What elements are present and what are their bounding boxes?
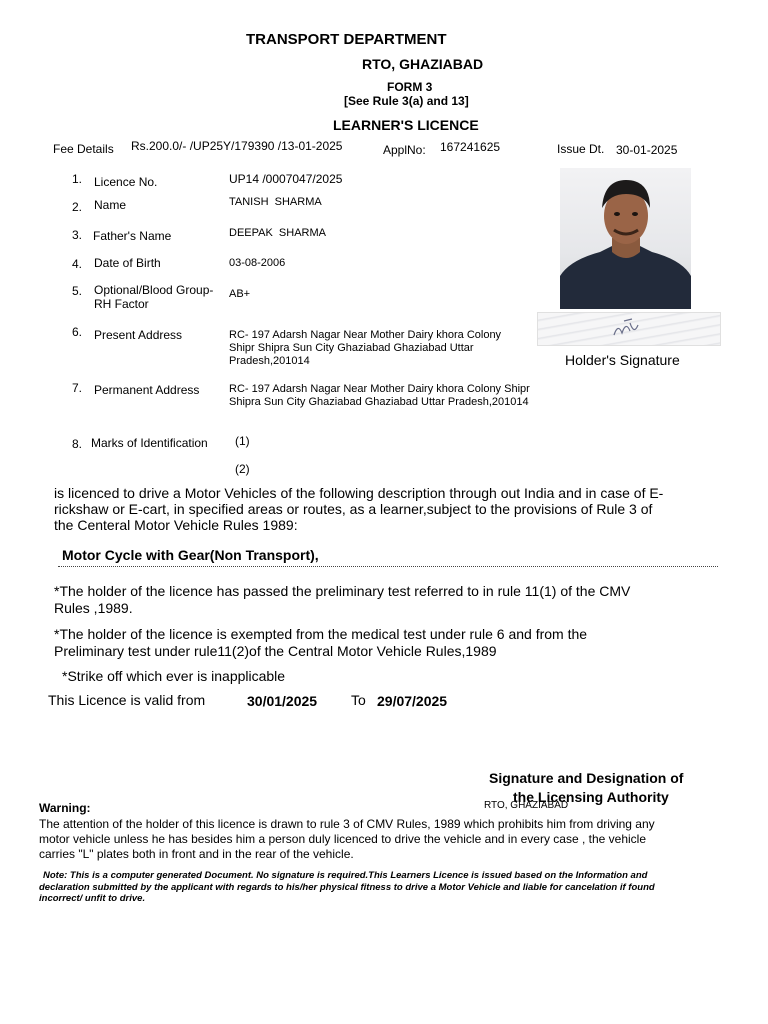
licence-description-line: rickshaw or E-cart, in specified areas or routes, as a learner,subject to the provisions of Rule 3 of <box>54 501 653 517</box>
marks-label: Marks of Identification <box>91 436 208 450</box>
field-number: 3. <box>72 228 83 242</box>
fathers-name-label: Father's Name <box>93 229 172 243</box>
present-address-line: Shipr Shipra Sun City Ghaziabad Ghaziabad Uttar <box>229 342 474 354</box>
licence-no-label: Licence No. <box>94 175 158 189</box>
field-number: 4. <box>72 257 83 271</box>
preliminary-test-line: Rules ,1989. <box>54 600 133 616</box>
dob-label: Date of Birth <box>94 256 161 270</box>
marks-value: (1) <box>235 434 250 448</box>
rh-factor-label: RH Factor <box>94 297 149 311</box>
exemption-line: *The holder of the licence is exempted from the medical test under rule 6 and from the <box>54 626 588 642</box>
warning-line: carries "L" plates both in front and in the rear of the vehicle. <box>39 847 354 861</box>
warning-line: The attention of the holder of this licence is drawn to rule 3 of CMV Rules, 1989 which prohibits him from driving any <box>39 817 655 831</box>
licence-description-line: is licenced to drive a Motor Vehicles of the following description through out India and in case of E- <box>54 485 664 501</box>
licence-no-value: UP14 /0007047/2025 <box>229 172 343 186</box>
present-address-line: Pradesh,201014 <box>229 355 310 367</box>
field-number: 5. <box>72 284 83 298</box>
permanent-address-label: Permanent Address <box>94 383 200 397</box>
field-number: 8. <box>72 437 83 451</box>
warning-title: Warning: <box>39 801 91 815</box>
present-address-line: RC- 197 Adarsh Nagar Near Mother Dairy khora Colony <box>229 329 502 341</box>
vehicle-class-divider <box>58 566 718 567</box>
holder-signature-image <box>537 312 721 346</box>
fathers-name-value: DEEPAK SHARMA <box>229 227 326 239</box>
preliminary-test-line: *The holder of the licence has passed the preliminary test referred to in rule 11(1) of the CMV <box>54 583 631 599</box>
fee-value: Rs.200.0/- /UP25Y/179390 /13-01-2025 <box>131 139 343 153</box>
dob-value: 03-08-2006 <box>229 257 286 269</box>
department-title: TRANSPORT DEPARTMENT <box>246 31 447 48</box>
fee-label: Fee Details <box>53 142 114 156</box>
note-line: Note: This is a computer generated Document. No signature is required.This Learners Licence is issued based on the Information and <box>43 870 648 881</box>
note-line: incorrect/ unfit to drive. <box>39 893 146 904</box>
valid-to-label: To <box>351 692 366 708</box>
note-line: declaration submitted by the applicant with regards to his/her physical fitness to drive a Motor Vehicle and liable for cancelation if found <box>39 882 655 893</box>
name-value: TANISH SHARMA <box>229 196 322 208</box>
warning-line: motor vehicle unless he has besides him a person duly licenced to drive the vehicle and in every case , the vehicle <box>39 832 647 846</box>
strike-note: *Strike off which ever is inapplicable <box>62 668 286 684</box>
blood-group-label: Optional/Blood Group- <box>94 283 214 297</box>
licence-description-line: the Centeral Motor Vehicle Rules 1989: <box>54 517 298 533</box>
exemption-line: Preliminary test under rule11(2)of the Central Motor Vehicle Rules,1989 <box>54 643 497 659</box>
holder-signature-label: Holder's Signature <box>565 352 680 368</box>
issue-value: 30-01-2025 <box>616 143 678 157</box>
name-label: Name <box>94 198 127 212</box>
valid-from-date: 30/01/2025 <box>247 693 318 709</box>
vehicle-class: Motor Cycle with Gear(Non Transport), <box>62 547 319 563</box>
marks-value: (2) <box>235 462 250 476</box>
rule-reference: [See Rule 3(a) and 13] <box>344 94 469 108</box>
valid-to-date: 29/07/2025 <box>377 693 448 709</box>
permanent-address-line: Shipra Sun City Ghaziabad Ghaziabad Uttar Pradesh,201014 <box>229 396 529 408</box>
field-number: 7. <box>72 381 83 395</box>
field-number: 1. <box>72 172 83 186</box>
page-title: LEARNER'S LICENCE <box>333 117 479 133</box>
form-number: FORM 3 <box>387 80 433 94</box>
person-silhouette-icon <box>560 168 691 309</box>
holder-photo <box>560 168 691 309</box>
present-address-label: Present Address <box>94 328 183 342</box>
signature-scribble-icon <box>538 313 720 345</box>
rto-title: RTO, GHAZIABAD <box>362 56 484 72</box>
permanent-address-line: RC- 197 Adarsh Nagar Near Mother Dairy khora Colony Shipr <box>229 383 530 395</box>
appl-value: 167241625 <box>440 140 501 154</box>
field-number: 2. <box>72 200 83 214</box>
field-number: 6. <box>72 325 83 339</box>
authority-rto: RTO, GHAZIABAD <box>484 800 569 811</box>
authority-line: Signature and Designation of <box>489 770 684 786</box>
blood-group-value: AB+ <box>229 288 251 300</box>
issue-label: Issue Dt. <box>557 142 605 156</box>
valid-from-label: This Licence is valid from <box>48 692 206 708</box>
appl-label: ApplNo: <box>383 143 426 157</box>
authority-line: the Licensing Authority <box>513 789 669 805</box>
